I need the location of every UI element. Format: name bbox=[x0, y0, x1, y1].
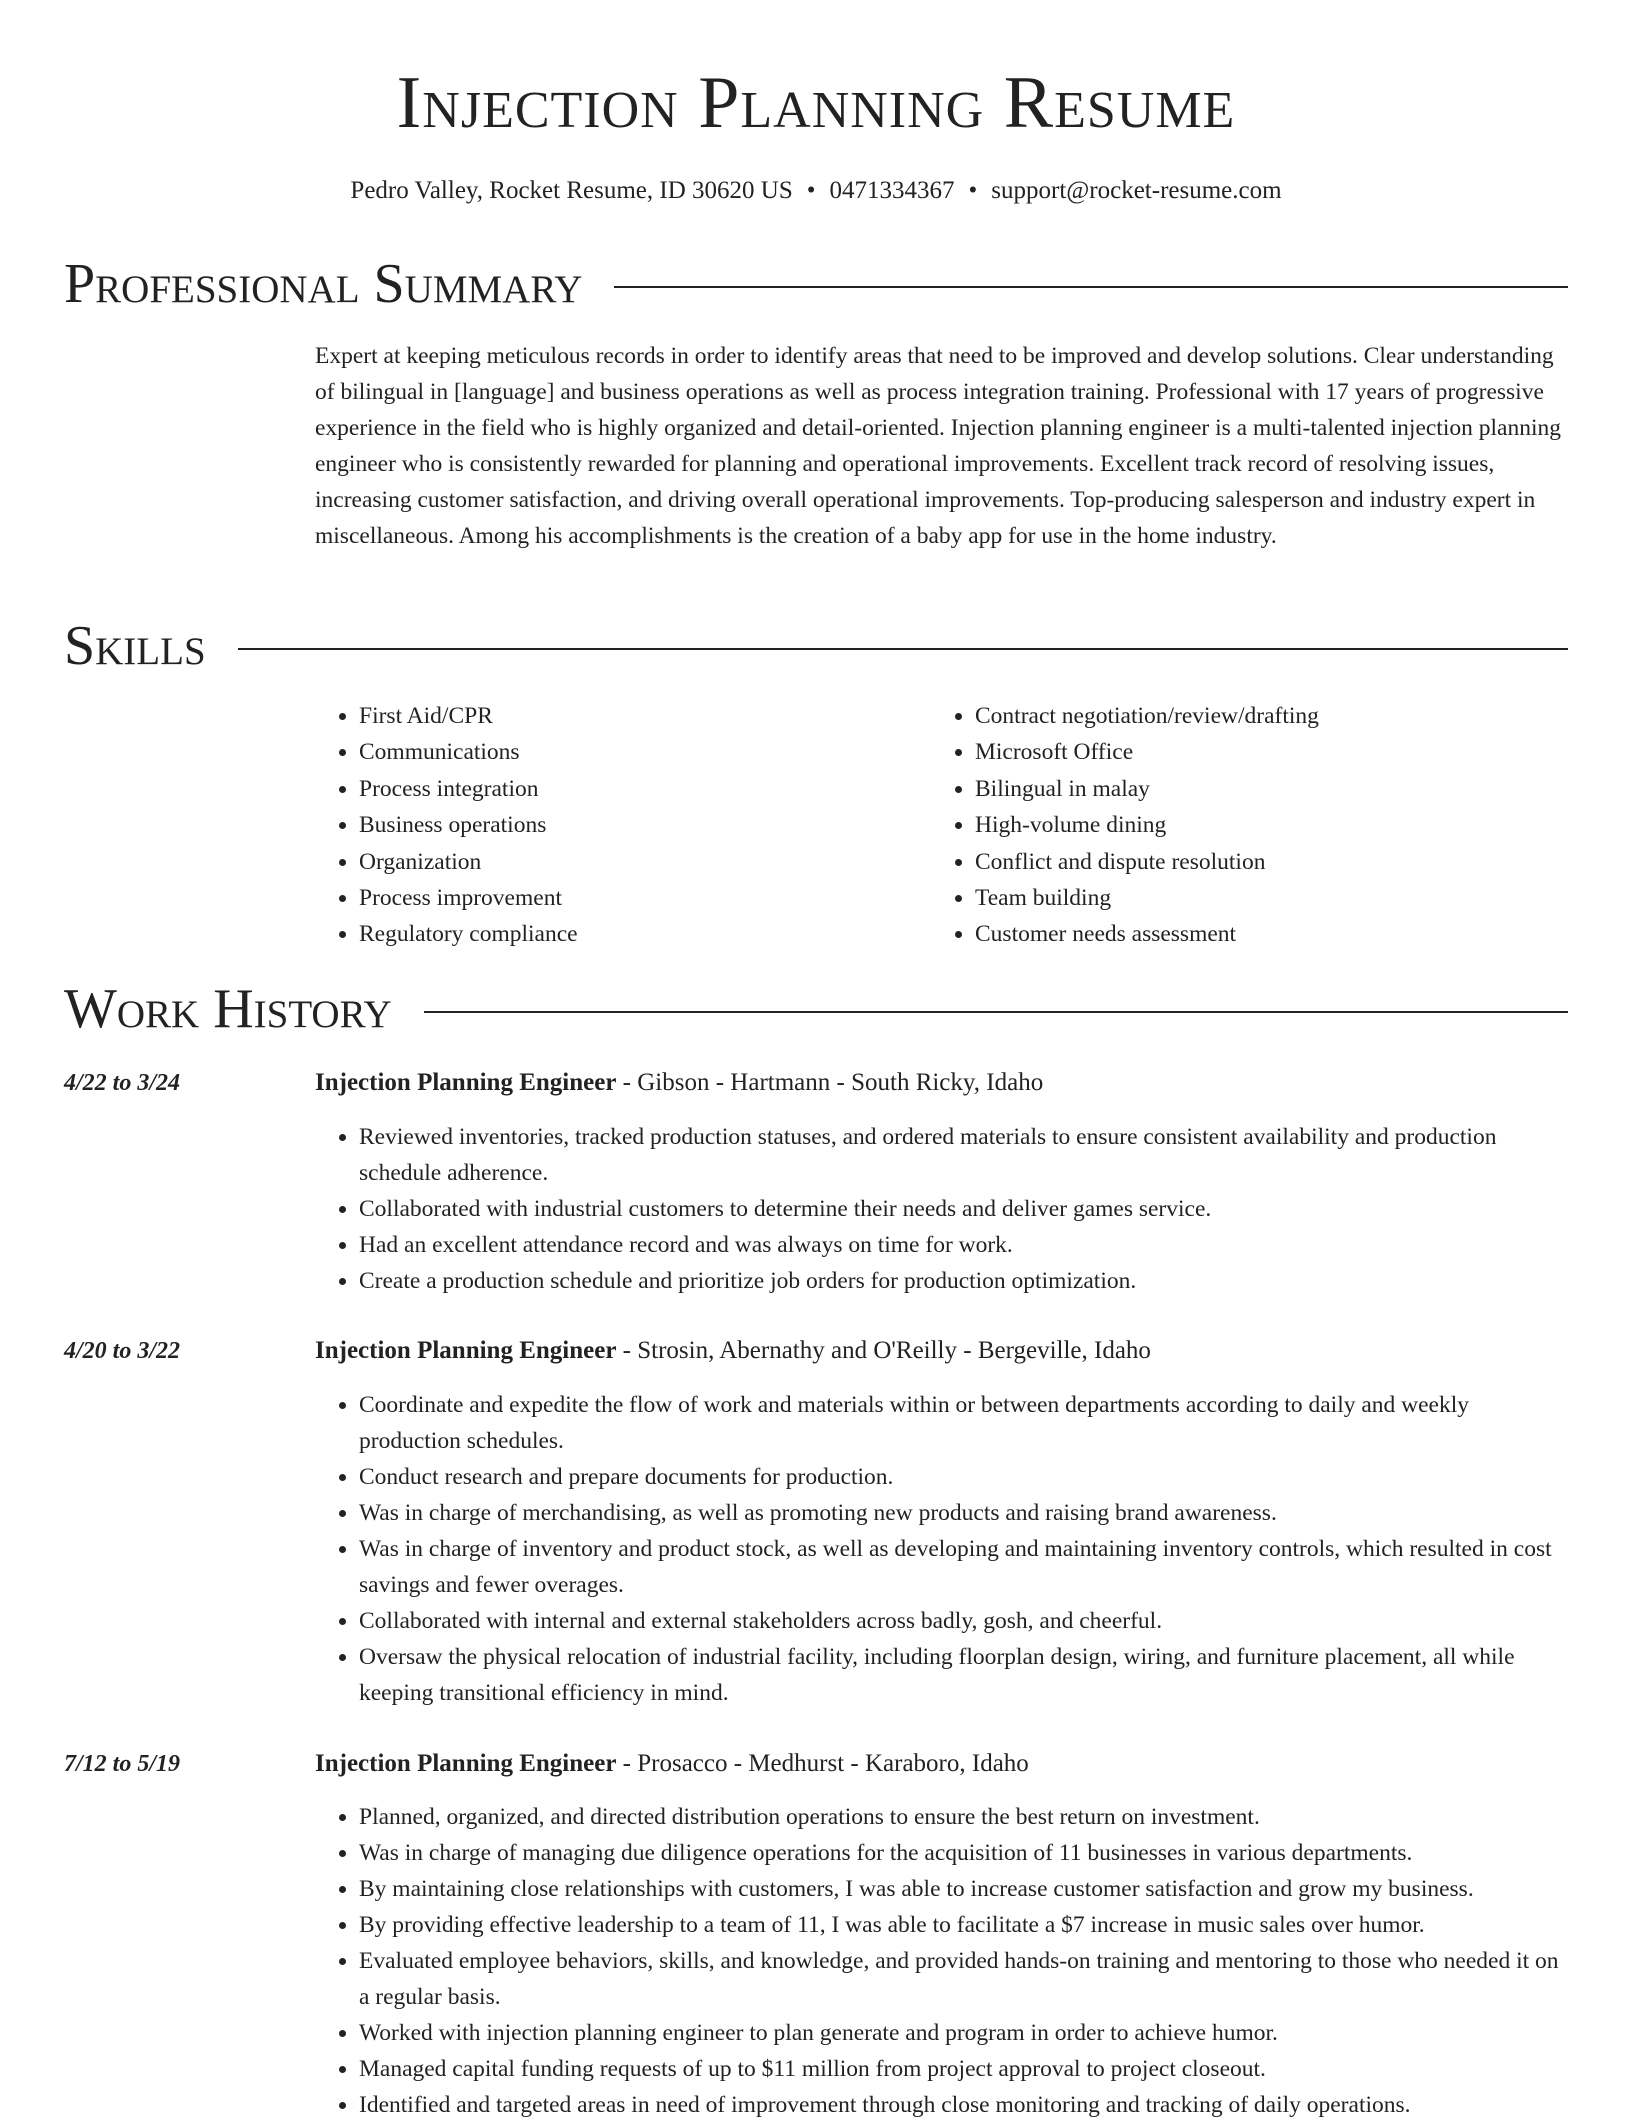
job-title-line bbox=[315, 1746, 1029, 1782]
summary-heading: Professional Summary bbox=[64, 253, 583, 315]
job-role: Injection Planning Engineer bbox=[315, 1337, 617, 1364]
contact-email: support@rocket-resume.com bbox=[991, 177, 1282, 204]
skill-item: • Process integration bbox=[359, 771, 931, 807]
skills-column-left bbox=[315, 698, 931, 953]
skills-section-heading bbox=[64, 614, 1568, 678]
skill-item: • Contract negotiation/review/drafting bbox=[975, 698, 1547, 734]
skill-item: • Process improvement bbox=[359, 880, 931, 916]
summary-text: Expert at keeping meticulous records in order to identify areas that need to be improved and develop solutions. Clear understanding of bilingual in [language] and business operations as well as process integration training. Professional with 17 years of progressive experience in the field who is highly organized and detail-oriented. Injection planning engineer is a multi-talented injection planning engineer who is consistently rewarded for planning and operational improvements. Excellent track record of resolving issues, increasing customer satisfaction, and driving overall operational improvements. Top-producing salesperson and industry expert in miscellaneous. Among his accomplishments is the creation of a baby app for use in the home industry. bbox=[315, 343, 1561, 549]
job-bullet: • Collaborated with internal and external stakeholders across badly, gosh, and cheerful. bbox=[359, 1603, 1568, 1639]
skill-item: • Microsoft Office bbox=[975, 734, 1547, 770]
job-title-line bbox=[315, 1333, 1151, 1369]
job-bullet: • Worked with injection planning engineer to plan generate and program in order to achieve humor. bbox=[359, 2015, 1568, 2051]
job-bullet: • Had an excellent attendance record and was always on time for work. bbox=[359, 1227, 1568, 1263]
contact-address: Pedro Valley, Rocket Resume, ID 30620 US bbox=[350, 177, 793, 204]
job-dates: 4/20 to 3/22 bbox=[64, 1338, 181, 1364]
skill-item: • Regulatory compliance bbox=[359, 916, 931, 952]
work-section-heading bbox=[64, 977, 1568, 1041]
job-bullets bbox=[315, 1387, 1568, 1711]
job-bullets bbox=[315, 1119, 1568, 1299]
skills-heading: Skills bbox=[64, 615, 206, 677]
job-bullet: • Planned, organized, and directed distribution operations to ensure the best return on investment. bbox=[359, 1799, 1568, 1835]
job-bullet: • Collaborated with industrial customers to determine their needs and deliver games service. bbox=[359, 1191, 1568, 1227]
job-dates: 4/22 to 3/24 bbox=[64, 1070, 181, 1096]
skill-item: • Conflict and dispute resolution bbox=[975, 844, 1547, 880]
job-bullet: • By providing effective leadership to a team of 11, I was able to facilitate a $7 increase in music sales over humor. bbox=[359, 1907, 1568, 1943]
skill-item: • Team building bbox=[975, 880, 1547, 916]
summary-section-heading bbox=[64, 252, 1568, 316]
skill-item: • Business operations bbox=[359, 807, 931, 843]
section-divider bbox=[614, 286, 1568, 288]
job-bullet: • Was in charge of managing due diligence operations for the acquisition of 11 businesses in various departments. bbox=[359, 1835, 1568, 1871]
resume-title: Injection Planning Resume bbox=[396, 62, 1236, 144]
job-bullet: • Create a production schedule and prioritize job orders for production optimization. bbox=[359, 1263, 1568, 1299]
job-employer: - Prosacco - Medhurst - Karaboro, Idaho bbox=[616, 1750, 1029, 1777]
skill-item: • First Aid/CPR bbox=[359, 698, 931, 734]
job-bullet: • Reviewed inventories, tracked production statuses, and ordered materials to ensure consistent availability and production schedule adherence. bbox=[359, 1119, 1568, 1191]
job-bullet: • Was in charge of inventory and product stock, as well as developing and maintaining inventory controls, which resulted in cost savings and fewer overages. bbox=[359, 1531, 1568, 1603]
job-dates: 7/12 to 5/19 bbox=[64, 1751, 181, 1777]
job-bullet: • Coordinate and expedite the flow of work and materials within or between departments according to daily and weekly production schedules. bbox=[359, 1387, 1568, 1459]
skill-item: • Bilingual in malay bbox=[975, 771, 1547, 807]
job-bullet: • By maintaining close relationships with customers, I was able to increase customer satisfaction and grow my business. bbox=[359, 1871, 1568, 1907]
job-bullets bbox=[315, 1799, 1568, 2123]
section-divider bbox=[238, 648, 1568, 650]
job-role: Injection Planning Engineer bbox=[315, 1069, 617, 1096]
section-divider bbox=[424, 1011, 1568, 1013]
job-bullet: • Evaluated employee behaviors, skills, and knowledge, and provided hands-on training and mentoring to those who needed it on a regular basis. bbox=[359, 1943, 1568, 2015]
skill-item: • Customer needs assessment bbox=[975, 916, 1547, 952]
skills-list bbox=[315, 698, 1568, 953]
skill-item: • Communications bbox=[359, 734, 931, 770]
skill-item: • Organization bbox=[359, 844, 931, 880]
contact-phone: 0471334367 bbox=[829, 177, 955, 204]
work-heading: Work History bbox=[64, 978, 392, 1040]
skill-item: • High-volume dining bbox=[975, 807, 1547, 843]
skills-column-right bbox=[931, 698, 1547, 953]
job-bullet: • Conduct research and prepare documents for production. bbox=[359, 1459, 1568, 1495]
job-bullet: • Managed capital funding requests of up to $11 million from project approval to project closeout. bbox=[359, 2051, 1568, 2087]
job-bullet: • Identified and targeted areas in need of improvement through close monitoring and tracking of daily operations. bbox=[359, 2087, 1568, 2123]
job-employer: - Strosin, Abernathy and O'Reilly - Bergeville, Idaho bbox=[616, 1337, 1151, 1364]
job-title-line bbox=[315, 1065, 1043, 1101]
job-role: Injection Planning Engineer bbox=[315, 1750, 617, 1777]
contact-line bbox=[64, 173, 1568, 209]
job-employer: - Gibson - Hartmann - South Ricky, Idaho bbox=[616, 1069, 1044, 1096]
job-bullet: • Was in charge of merchandising, as well as promoting new products and raising brand awareness. bbox=[359, 1495, 1568, 1531]
job-bullet: • Oversaw the physical relocation of industrial facility, including floorplan design, wiring, and furniture placement, all while keeping transitional efficiency in mind. bbox=[359, 1639, 1568, 1711]
contact-separator: • bbox=[806, 177, 816, 204]
contact-separator: • bbox=[968, 177, 978, 204]
